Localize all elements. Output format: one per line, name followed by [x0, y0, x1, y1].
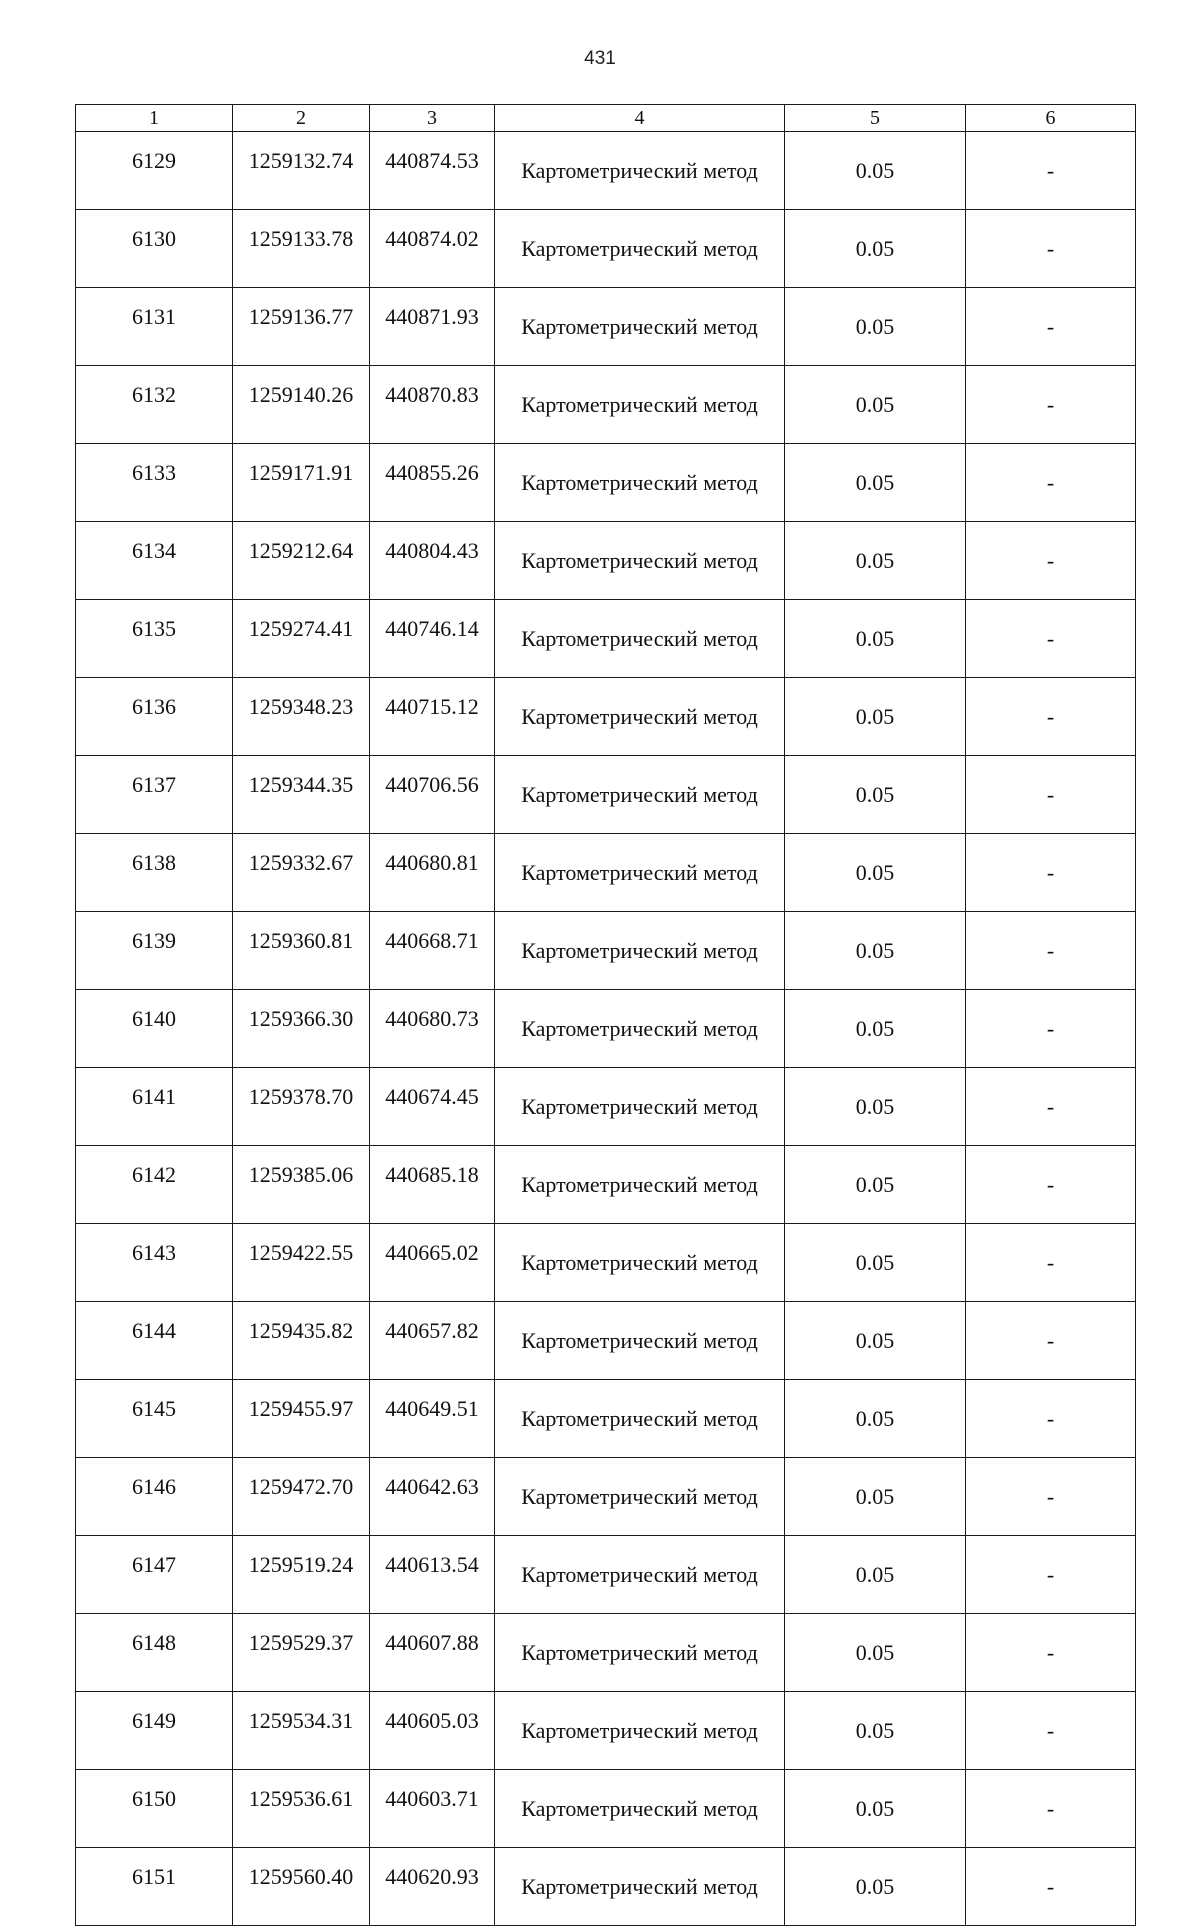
point-number-cell: 6142 [76, 1146, 233, 1224]
table-row [76, 288, 1136, 366]
method-cell: Картометрический метод [495, 756, 785, 834]
point-number-cell: 6130 [76, 210, 233, 288]
note-cell: - [966, 1224, 1136, 1302]
accuracy-cell: 0.05 [785, 1848, 966, 1926]
accuracy-cell: 0.05 [785, 678, 966, 756]
note-cell: - [966, 834, 1136, 912]
method-cell: Картометрический метод [495, 210, 785, 288]
method-cell: Картометрический метод [495, 1380, 785, 1458]
accuracy-cell: 0.05 [785, 990, 966, 1068]
table-row [76, 1068, 1136, 1146]
y-coordinate-cell: 440874.02 [370, 210, 495, 288]
header-col-3: 3 [370, 105, 495, 132]
point-number-cell: 6129 [76, 132, 233, 210]
point-number-cell: 6151 [76, 1848, 233, 1926]
y-coordinate-cell: 440804.43 [370, 522, 495, 600]
x-coordinate-cell: 1259348.23 [233, 678, 370, 756]
x-coordinate-cell: 1259422.55 [233, 1224, 370, 1302]
header-col-6: 6 [966, 105, 1136, 132]
note-cell: - [966, 1380, 1136, 1458]
point-number-cell: 6132 [76, 366, 233, 444]
table-row [76, 444, 1136, 522]
y-coordinate-cell: 440871.93 [370, 288, 495, 366]
table-row [76, 1770, 1136, 1848]
point-number-cell: 6146 [76, 1458, 233, 1536]
accuracy-cell: 0.05 [785, 1770, 966, 1848]
method-cell: Картометрический метод [495, 288, 785, 366]
accuracy-cell: 0.05 [785, 1614, 966, 1692]
y-coordinate-cell: 440715.12 [370, 678, 495, 756]
table-row [76, 678, 1136, 756]
accuracy-cell: 0.05 [785, 444, 966, 522]
x-coordinate-cell: 1259360.81 [233, 912, 370, 990]
table-row [76, 1380, 1136, 1458]
y-coordinate-cell: 440649.51 [370, 1380, 495, 1458]
x-coordinate-cell: 1259378.70 [233, 1068, 370, 1146]
accuracy-cell: 0.05 [785, 288, 966, 366]
method-cell: Картометрический метод [495, 834, 785, 912]
method-cell: Картометрический метод [495, 1770, 785, 1848]
table-row [76, 834, 1136, 912]
x-coordinate-cell: 1259366.30 [233, 990, 370, 1068]
x-coordinate-cell: 1259536.61 [233, 1770, 370, 1848]
accuracy-cell: 0.05 [785, 1380, 966, 1458]
table-header [76, 105, 1136, 132]
point-number-cell: 6135 [76, 600, 233, 678]
y-coordinate-cell: 440603.71 [370, 1770, 495, 1848]
note-cell: - [966, 1536, 1136, 1614]
x-coordinate-cell: 1259212.64 [233, 522, 370, 600]
table-row [76, 1536, 1136, 1614]
table-row [76, 210, 1136, 288]
method-cell: Картометрический метод [495, 1614, 785, 1692]
x-coordinate-cell: 1259534.31 [233, 1692, 370, 1770]
table-row [76, 600, 1136, 678]
accuracy-cell: 0.05 [785, 522, 966, 600]
accuracy-cell: 0.05 [785, 834, 966, 912]
point-number-cell: 6139 [76, 912, 233, 990]
point-number-cell: 6145 [76, 1380, 233, 1458]
table-body [76, 132, 1136, 1926]
accuracy-cell: 0.05 [785, 1068, 966, 1146]
method-cell: Картометрический метод [495, 1692, 785, 1770]
table-row [76, 1848, 1136, 1926]
note-cell: - [966, 1068, 1136, 1146]
note-cell: - [966, 1770, 1136, 1848]
method-cell: Картометрический метод [495, 1536, 785, 1614]
note-cell: - [966, 366, 1136, 444]
accuracy-cell: 0.05 [785, 912, 966, 990]
accuracy-cell: 0.05 [785, 1536, 966, 1614]
point-number-cell: 6140 [76, 990, 233, 1068]
accuracy-cell: 0.05 [785, 1302, 966, 1380]
method-cell: Картометрический метод [495, 678, 785, 756]
note-cell: - [966, 1458, 1136, 1536]
x-coordinate-cell: 1259133.78 [233, 210, 370, 288]
y-coordinate-cell: 440620.93 [370, 1848, 495, 1926]
page-number: 431 [584, 48, 616, 69]
note-cell: - [966, 288, 1136, 366]
note-cell: - [966, 1146, 1136, 1224]
y-coordinate-cell: 440746.14 [370, 600, 495, 678]
accuracy-cell: 0.05 [785, 132, 966, 210]
method-cell: Картометрический метод [495, 1848, 785, 1926]
accuracy-cell: 0.05 [785, 1146, 966, 1224]
y-coordinate-cell: 440706.56 [370, 756, 495, 834]
y-coordinate-cell: 440657.82 [370, 1302, 495, 1380]
accuracy-cell: 0.05 [785, 756, 966, 834]
note-cell: - [966, 444, 1136, 522]
x-coordinate-cell: 1259132.74 [233, 132, 370, 210]
note-cell: - [966, 522, 1136, 600]
x-coordinate-cell: 1259344.35 [233, 756, 370, 834]
point-number-cell: 6137 [76, 756, 233, 834]
note-cell: - [966, 600, 1136, 678]
point-number-cell: 6148 [76, 1614, 233, 1692]
method-cell: Картометрический метод [495, 522, 785, 600]
table-row [76, 912, 1136, 990]
x-coordinate-cell: 1259435.82 [233, 1302, 370, 1380]
table-row [76, 990, 1136, 1068]
x-coordinate-cell: 1259529.37 [233, 1614, 370, 1692]
point-number-cell: 6138 [76, 834, 233, 912]
y-coordinate-cell: 440855.26 [370, 444, 495, 522]
table-row [76, 1146, 1136, 1224]
table-row [76, 366, 1136, 444]
method-cell: Картометрический метод [495, 1068, 785, 1146]
accuracy-cell: 0.05 [785, 210, 966, 288]
method-cell: Картометрический метод [495, 912, 785, 990]
x-coordinate-cell: 1259472.70 [233, 1458, 370, 1536]
header-col-5: 5 [785, 105, 966, 132]
header-row [76, 105, 1136, 132]
y-coordinate-cell: 440874.53 [370, 132, 495, 210]
note-cell: - [966, 132, 1136, 210]
point-number-cell: 6136 [76, 678, 233, 756]
coordinates-table [75, 104, 1136, 1926]
note-cell: - [966, 1692, 1136, 1770]
x-coordinate-cell: 1259519.24 [233, 1536, 370, 1614]
method-cell: Картометрический метод [495, 1224, 785, 1302]
y-coordinate-cell: 440665.02 [370, 1224, 495, 1302]
method-cell: Картометрический метод [495, 132, 785, 210]
accuracy-cell: 0.05 [785, 1458, 966, 1536]
x-coordinate-cell: 1259136.77 [233, 288, 370, 366]
note-cell: - [966, 210, 1136, 288]
note-cell: - [966, 678, 1136, 756]
method-cell: Картометрический метод [495, 444, 785, 522]
x-coordinate-cell: 1259332.67 [233, 834, 370, 912]
table-row [76, 1302, 1136, 1380]
y-coordinate-cell: 440613.54 [370, 1536, 495, 1614]
x-coordinate-cell: 1259455.97 [233, 1380, 370, 1458]
x-coordinate-cell: 1259385.06 [233, 1146, 370, 1224]
header-col-1: 1 [76, 105, 233, 132]
method-cell: Картометрический метод [495, 990, 785, 1068]
x-coordinate-cell: 1259560.40 [233, 1848, 370, 1926]
note-cell: - [966, 990, 1136, 1068]
note-cell: - [966, 756, 1136, 834]
x-coordinate-cell: 1259171.91 [233, 444, 370, 522]
point-number-cell: 6147 [76, 1536, 233, 1614]
accuracy-cell: 0.05 [785, 1692, 966, 1770]
point-number-cell: 6143 [76, 1224, 233, 1302]
y-coordinate-cell: 440607.88 [370, 1614, 495, 1692]
note-cell: - [966, 1614, 1136, 1692]
point-number-cell: 6141 [76, 1068, 233, 1146]
method-cell: Картометрический метод [495, 1146, 785, 1224]
table-row [76, 756, 1136, 834]
table-row [76, 132, 1136, 210]
y-coordinate-cell: 440870.83 [370, 366, 495, 444]
header-col-2: 2 [233, 105, 370, 132]
x-coordinate-cell: 1259140.26 [233, 366, 370, 444]
y-coordinate-cell: 440674.45 [370, 1068, 495, 1146]
method-cell: Картометрический метод [495, 600, 785, 678]
method-cell: Картометрический метод [495, 366, 785, 444]
table-row [76, 522, 1136, 600]
y-coordinate-cell: 440668.71 [370, 912, 495, 990]
point-number-cell: 6150 [76, 1770, 233, 1848]
accuracy-cell: 0.05 [785, 1224, 966, 1302]
method-cell: Картометрический метод [495, 1302, 785, 1380]
note-cell: - [966, 1302, 1136, 1380]
header-col-4: 4 [495, 105, 785, 132]
x-coordinate-cell: 1259274.41 [233, 600, 370, 678]
y-coordinate-cell: 440605.03 [370, 1692, 495, 1770]
accuracy-cell: 0.05 [785, 366, 966, 444]
point-number-cell: 6131 [76, 288, 233, 366]
y-coordinate-cell: 440642.63 [370, 1458, 495, 1536]
y-coordinate-cell: 440685.18 [370, 1146, 495, 1224]
table-row [76, 1458, 1136, 1536]
point-number-cell: 6144 [76, 1302, 233, 1380]
y-coordinate-cell: 440680.81 [370, 834, 495, 912]
accuracy-cell: 0.05 [785, 600, 966, 678]
note-cell: - [966, 1848, 1136, 1926]
point-number-cell: 6149 [76, 1692, 233, 1770]
point-number-cell: 6134 [76, 522, 233, 600]
method-cell: Картометрический метод [495, 1458, 785, 1536]
y-coordinate-cell: 440680.73 [370, 990, 495, 1068]
table-row [76, 1692, 1136, 1770]
table-row [76, 1614, 1136, 1692]
note-cell: - [966, 912, 1136, 990]
point-number-cell: 6133 [76, 444, 233, 522]
table-row [76, 1224, 1136, 1302]
